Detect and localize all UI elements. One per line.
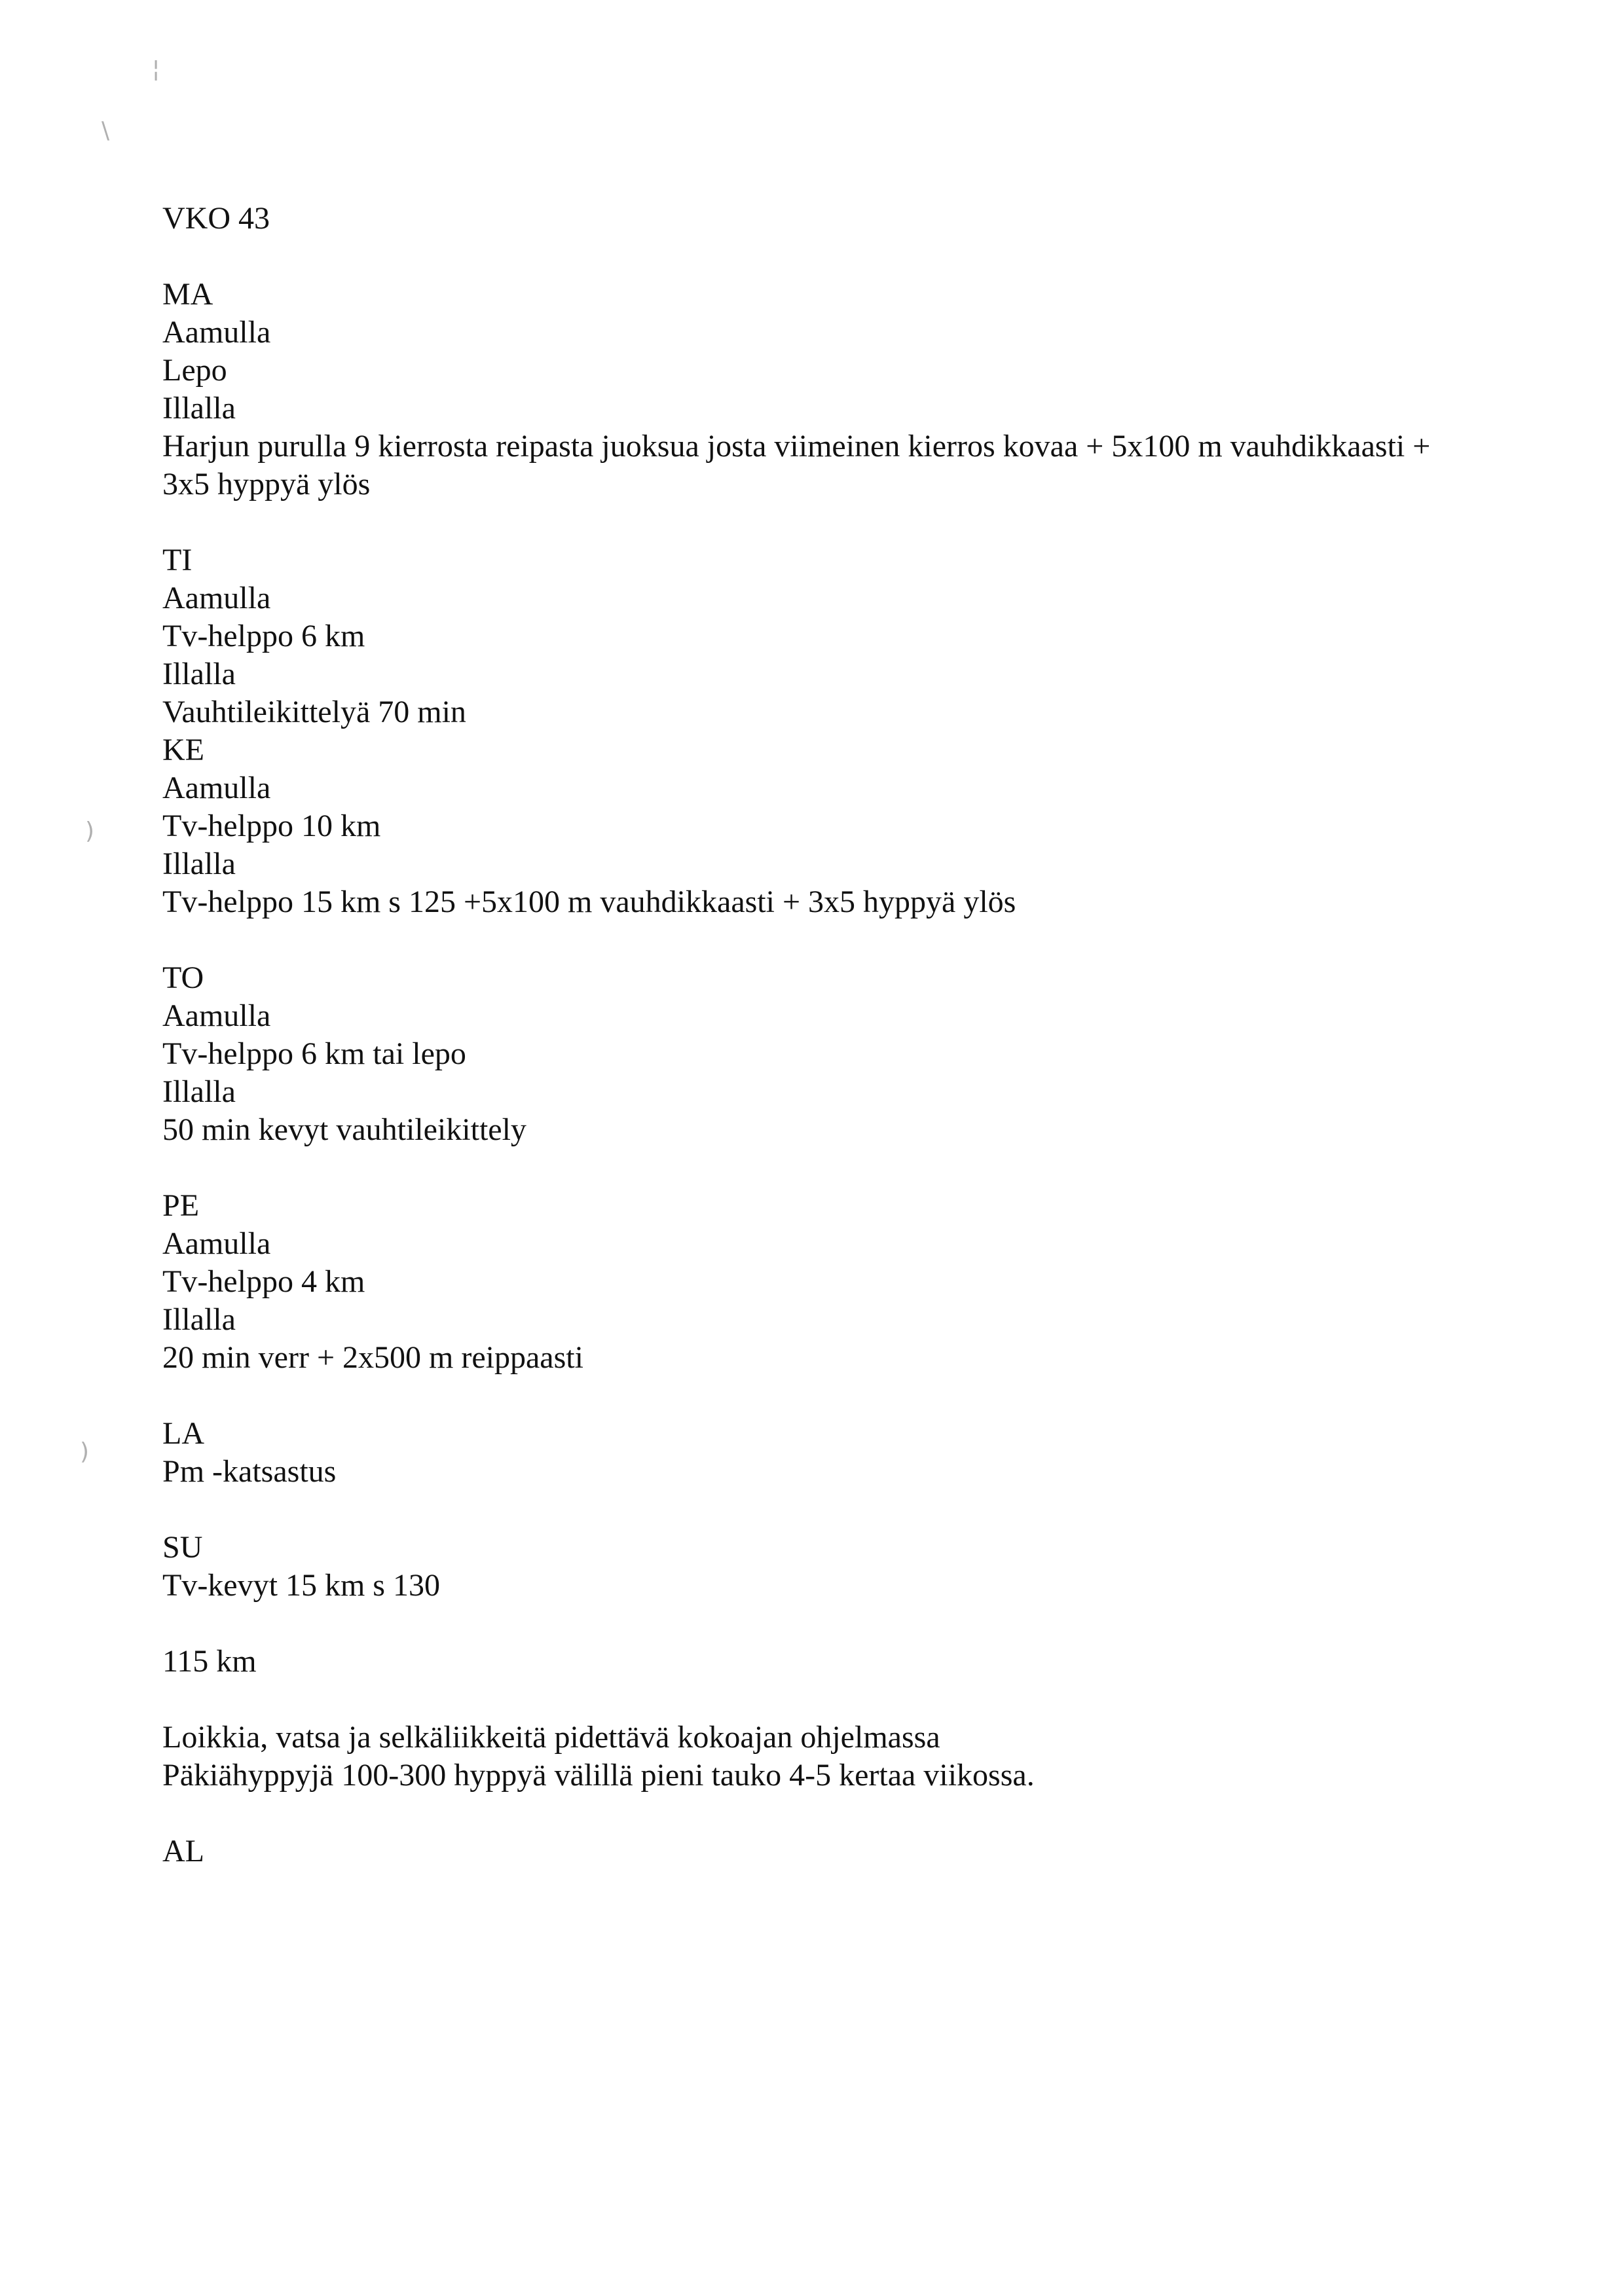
scan-mark: ¦: [152, 56, 160, 82]
day-block-ma: [162, 276, 1538, 503]
spacer: [162, 1681, 1538, 1719]
day-line: Vauhtileikittelyä 70 min: [162, 695, 466, 729]
spacer: [162, 503, 1538, 541]
day-line: Tv-helppo 15 km s 125 +5x100 m vauhdikkaasti + 3x5 hyppyä ylös: [162, 884, 1016, 919]
day-line: Tv-kevyt 15 km s 130: [162, 1568, 440, 1603]
day-line: Aamulla: [162, 315, 271, 350]
day-heading: PE: [162, 1188, 200, 1223]
day-heading: TI: [162, 543, 193, 577]
day-block-pe: [162, 1187, 1538, 1377]
day-line: Aamulla: [162, 1226, 271, 1261]
scan-mark: ): [80, 1438, 90, 1465]
spacer: [162, 1491, 1538, 1529]
day-line: Illalla: [162, 1302, 236, 1337]
spacer: [162, 238, 1538, 276]
day-line: 50 min kevyt vauhtileikittely: [162, 1112, 526, 1147]
day-line: Aamulla: [162, 998, 271, 1033]
spacer: [162, 1377, 1538, 1415]
day-line: Tv-helppo 4 km: [162, 1264, 365, 1299]
spacer: [162, 1149, 1538, 1187]
day-block-ke: [162, 731, 1538, 921]
day-line: Aamulla: [162, 581, 271, 615]
spacer: [162, 921, 1538, 959]
day-line: Illalla: [162, 391, 236, 426]
spacer: [162, 1605, 1538, 1643]
day-block-ti: [162, 541, 1538, 731]
day-block-to: [162, 959, 1538, 1149]
document-body: [162, 200, 1538, 1870]
day-line: Tv-helppo 6 km tai lepo: [162, 1036, 466, 1071]
day-block-la: [162, 1415, 1538, 1491]
day-line: Illalla: [162, 847, 236, 881]
day-heading: MA: [162, 277, 213, 312]
day-heading: LA: [162, 1416, 204, 1451]
day-heading: TO: [162, 960, 204, 995]
day-line: 20 min verr + 2x500 m reippaasti: [162, 1340, 583, 1375]
scan-mark: ): [85, 818, 95, 845]
day-line: Lepo: [162, 353, 227, 388]
day-line: Pm -katsastus: [162, 1454, 337, 1489]
day-line: Harjun purulla 9 kierrosta reipasta juoksua josta viimeinen kierros kovaa + 5x100 m vauhdikkaasti + 3x5 hyppyä ylös: [162, 429, 1431, 501]
note-line: Päkiähyppyjä 100-300 hyppyä välillä pieni tauko 4-5 kertaa viikossa.: [162, 1758, 1035, 1793]
day-heading: KE: [162, 733, 204, 767]
spacer: [162, 1795, 1538, 1832]
day-block-su: [162, 1529, 1538, 1605]
day-line: Illalla: [162, 1074, 236, 1109]
day-line: Tv-helppo 10 km: [162, 809, 381, 843]
day-line: Aamulla: [162, 771, 271, 805]
day-line: Illalla: [162, 657, 236, 691]
note-line: Loikkia, vatsa ja selkäliikkeitä pidettävä kokoajan ohjelmassa: [162, 1720, 940, 1755]
notes-block: [162, 1719, 1538, 1795]
scan-mark: \: [101, 117, 110, 144]
signature: AL: [162, 1834, 204, 1868]
weekly-total: 115 km: [162, 1644, 257, 1679]
week-title: VKO 43: [162, 201, 270, 236]
day-heading: SU: [162, 1530, 203, 1565]
day-line: Tv-helppo 6 km: [162, 619, 365, 653]
